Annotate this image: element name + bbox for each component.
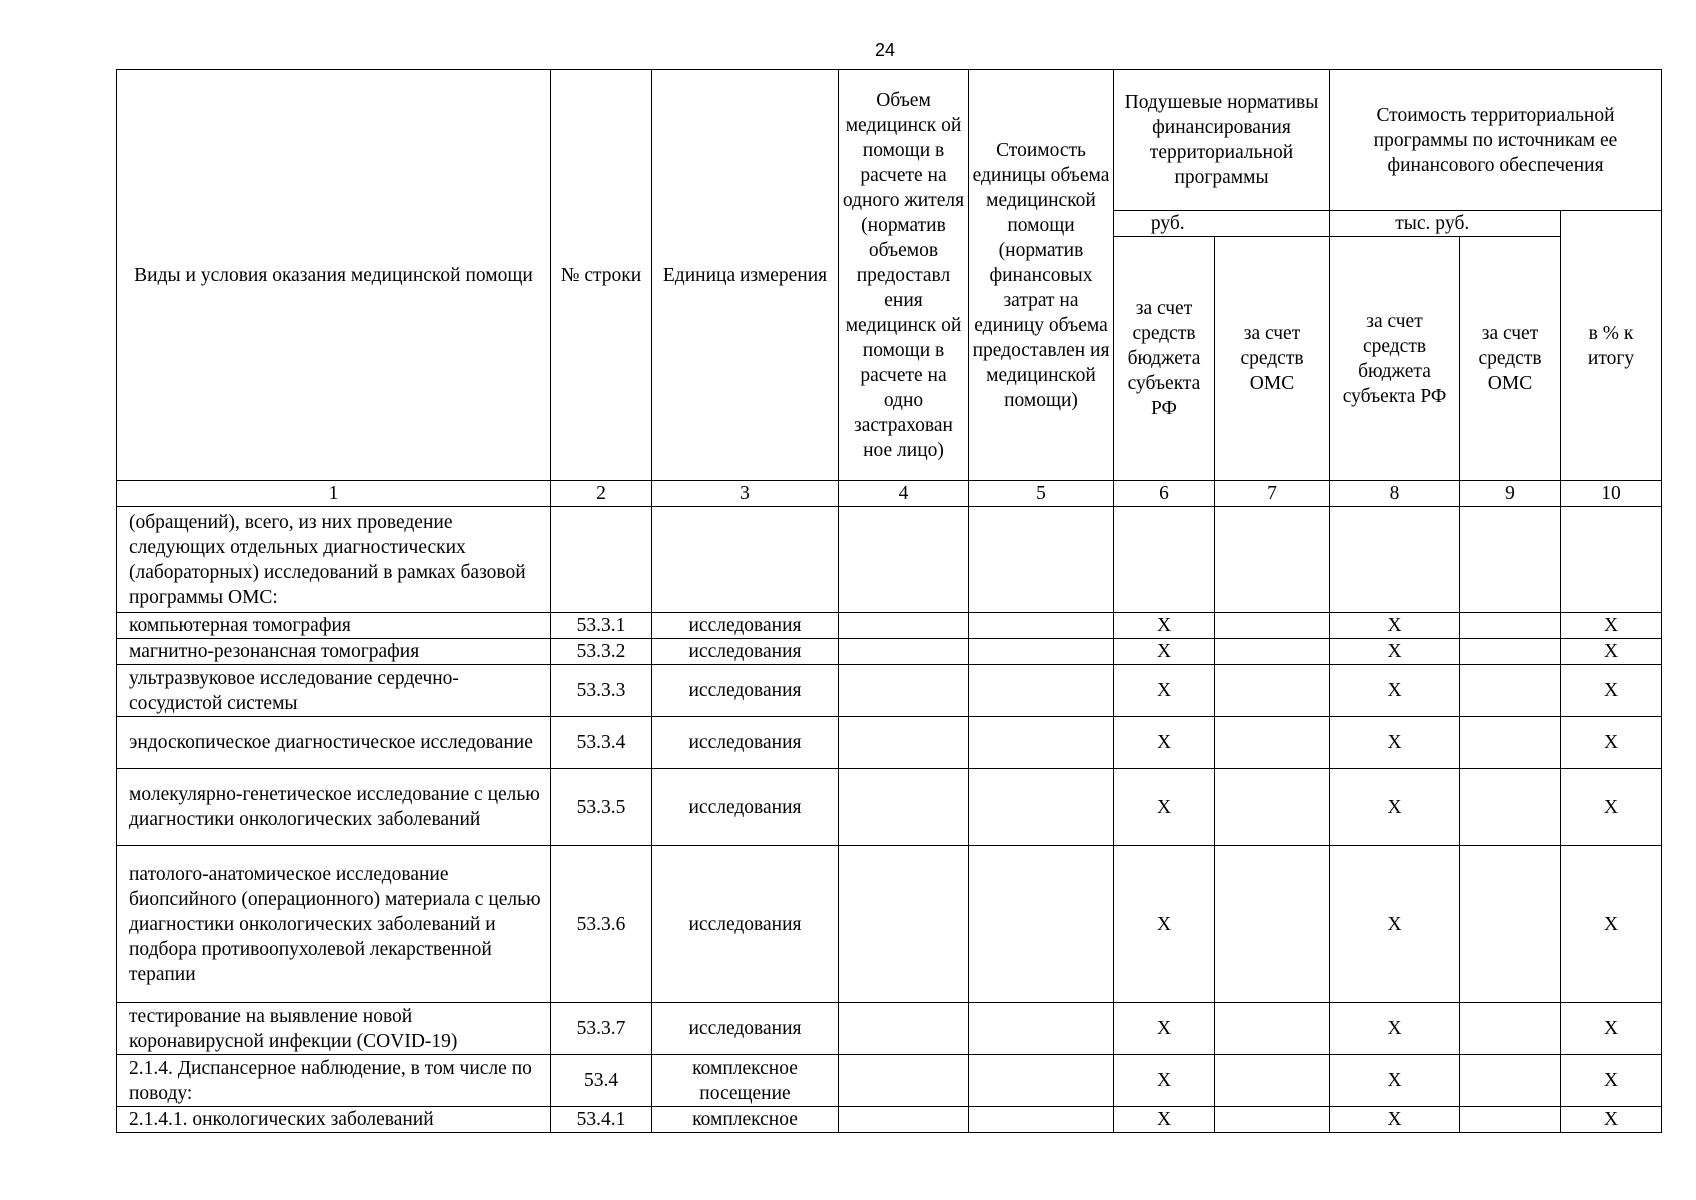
row-unit: комплексное посещение: [652, 1055, 839, 1107]
header-unit-cost: Стоимость единицы объема медицинской помощи (норматив финансовых затрат на единицу объема предоставлен ия медицинской помощи): [969, 70, 1114, 481]
row-percent: Х: [1561, 639, 1662, 665]
row-unit-cost: [969, 507, 1114, 613]
row-per-capita-budget: Х: [1114, 665, 1215, 717]
header-percent-of-total: в % к итогу: [1561, 211, 1662, 481]
row-unit-cost: [969, 1055, 1114, 1107]
row-unit-cost: [969, 613, 1114, 639]
row-name: ультразвуковое исследование сердечно-сосудистой системы: [117, 665, 551, 717]
column-number-row: [117, 481, 1662, 507]
header-type-and-conditions: Виды и условия оказания медицинской помощи: [117, 70, 551, 481]
row-name: молекулярно-генетическое исследование с целью диагностики онкологических заболеваний: [117, 769, 551, 846]
row-per-capita-oms: [1215, 613, 1330, 639]
row-number: 53.3.4: [551, 717, 652, 769]
row-number: 53.3.6: [551, 846, 652, 1003]
row-unit-cost: [969, 1107, 1114, 1133]
unit-rub-label-a: руб.: [1150, 213, 1185, 234]
row-number: [551, 507, 652, 613]
row-cost-oms: [1460, 613, 1561, 639]
row-per-capita-budget: Х: [1114, 1055, 1215, 1107]
table-row: [117, 507, 1662, 613]
header-per-capita-oms: за счет средств ОМС: [1215, 237, 1330, 481]
column-number: 8: [1330, 481, 1460, 507]
row-number: 53.3.7: [551, 1003, 652, 1055]
header-unit: Единица измерения: [652, 70, 839, 481]
row-cost-budget: [1330, 507, 1460, 613]
row-volume: [839, 1107, 969, 1133]
row-cost-oms: [1460, 507, 1561, 613]
row-unit: исследования: [652, 1003, 839, 1055]
row-volume: [839, 1055, 969, 1107]
row-name: компьютерная томография: [117, 613, 551, 639]
column-number: 9: [1460, 481, 1561, 507]
row-name: магнитно-резонансная томография: [117, 639, 551, 665]
table-row: [117, 613, 1662, 639]
row-volume: [839, 717, 969, 769]
header-volume: Объем медицинск ой помощи в расчете на одного жителя (норматив объемов предоставл ения медицинск ой помощи в расчете на одно застрахован ное лицо): [839, 70, 969, 481]
row-unit: исследования: [652, 769, 839, 846]
row-per-capita-oms: [1215, 507, 1330, 613]
row-number: 53.4: [551, 1055, 652, 1107]
row-cost-budget: Х: [1330, 1003, 1460, 1055]
row-cost-budget: Х: [1330, 846, 1460, 1003]
row-per-capita-budget: Х: [1114, 613, 1215, 639]
row-cost-budget: Х: [1330, 769, 1460, 846]
row-name: тестирование на выявление новой коронавирусной инфекции (COVID-19): [117, 1003, 551, 1055]
financing-table: [116, 69, 1662, 1133]
row-number: 53.3.5: [551, 769, 652, 846]
table-row: [117, 717, 1662, 769]
row-volume: [839, 769, 969, 846]
header-unit-rub: [1114, 211, 1330, 237]
header-per-capita-group: Подушевые нормативы финансирования территориальной программы: [1114, 70, 1330, 211]
row-percent: [1561, 507, 1662, 613]
row-per-capita-budget: Х: [1114, 717, 1215, 769]
row-per-capita-oms: [1215, 846, 1330, 1003]
row-percent: Х: [1561, 1055, 1662, 1107]
table-body: [117, 507, 1662, 1133]
table-row: [117, 639, 1662, 665]
table-row: [117, 1107, 1662, 1133]
row-cost-oms: [1460, 1003, 1561, 1055]
row-percent: Х: [1561, 717, 1662, 769]
table-row: [117, 769, 1662, 846]
row-name: 2.1.4.1. онкологических заболеваний: [117, 1107, 551, 1133]
row-percent: Х: [1561, 1107, 1662, 1133]
row-per-capita-oms: [1215, 769, 1330, 846]
header-cost-oms: за счет средств ОМС: [1460, 237, 1561, 481]
row-per-capita-oms: [1215, 1107, 1330, 1133]
row-unit: исследования: [652, 639, 839, 665]
header-row-number: № строки: [551, 70, 652, 481]
row-unit: исследования: [652, 613, 839, 639]
row-unit-cost: [969, 717, 1114, 769]
row-percent: Х: [1561, 769, 1662, 846]
row-per-capita-oms: [1215, 639, 1330, 665]
row-percent: Х: [1561, 613, 1662, 639]
table-row: [117, 1055, 1662, 1107]
row-unit: комплексное: [652, 1107, 839, 1133]
row-per-capita-budget: Х: [1114, 846, 1215, 1003]
row-number: 53.4.1: [551, 1107, 652, 1133]
row-per-capita-oms: [1215, 665, 1330, 717]
row-per-capita-budget: Х: [1114, 1003, 1215, 1055]
row-cost-oms: [1460, 1055, 1561, 1107]
row-cost-budget: Х: [1330, 717, 1460, 769]
row-percent: Х: [1561, 846, 1662, 1003]
unit-thousand-label-a: тыс. р: [1395, 213, 1445, 234]
column-number: 3: [652, 481, 839, 507]
header-cost-budget: за счет средств бюджета субъекта РФ: [1330, 237, 1460, 481]
row-unit: исследования: [652, 717, 839, 769]
row-cost-oms: [1460, 1107, 1561, 1133]
row-per-capita-budget: Х: [1114, 639, 1215, 665]
row-per-capita-budget: Х: [1114, 769, 1215, 846]
row-volume: [839, 639, 969, 665]
column-number: 2: [551, 481, 652, 507]
row-per-capita-oms: [1215, 717, 1330, 769]
header-unit-thousand-rub: [1330, 211, 1561, 237]
row-name: патолого-анатомическое исследование биопсийного (операционного) материала с целью диагностики онкологических заболеваний и подбора противоопухолевой лекарственной терапии: [117, 846, 551, 1003]
page-number: 24: [874, 40, 896, 60]
table-row: [117, 846, 1662, 1003]
row-per-capita-budget: Х: [1114, 1107, 1215, 1133]
unit-rub-label-b: [1222, 211, 1330, 236]
row-number: 53.3.3: [551, 665, 652, 717]
column-number: 6: [1114, 481, 1215, 507]
row-unit: [652, 507, 839, 613]
row-unit-cost: [969, 665, 1114, 717]
column-number: 1: [117, 481, 551, 507]
row-name: (обращений), всего, из них проведение следующих отдельных диагностических (лабораторных) исследований в рамках базовой программы ОМС:: [117, 507, 551, 613]
header-program-cost-group: Стоимость территориальной программы по источникам ее финансового обеспечения: [1330, 70, 1662, 211]
row-unit: исследования: [652, 846, 839, 1003]
column-number: 10: [1561, 481, 1662, 507]
row-unit-cost: [969, 639, 1114, 665]
row-number: 53.3.1: [551, 613, 652, 639]
row-unit-cost: [969, 846, 1114, 1003]
row-unit-cost: [969, 1003, 1114, 1055]
row-cost-oms: [1460, 846, 1561, 1003]
column-number: 4: [839, 481, 969, 507]
row-percent: Х: [1561, 665, 1662, 717]
row-volume: [839, 1003, 969, 1055]
row-per-capita-oms: [1215, 1055, 1330, 1107]
row-cost-oms: [1460, 717, 1561, 769]
table-row: [117, 665, 1662, 717]
header-per-capita-budget: за счет средств бюджета субъекта РФ: [1114, 237, 1215, 481]
table-row: [117, 1003, 1662, 1055]
row-cost-budget: Х: [1330, 613, 1460, 639]
row-cost-budget: Х: [1330, 1107, 1460, 1133]
row-cost-budget: Х: [1330, 665, 1460, 717]
row-cost-oms: [1460, 665, 1561, 717]
row-cost-oms: [1460, 769, 1561, 846]
column-number: 7: [1215, 481, 1330, 507]
row-cost-budget: Х: [1330, 639, 1460, 665]
row-unit: исследования: [652, 665, 839, 717]
row-number: 53.3.2: [551, 639, 652, 665]
unit-thousand-label-b: уб.: [1445, 213, 1470, 234]
row-percent: Х: [1561, 1003, 1662, 1055]
row-cost-oms: [1460, 639, 1561, 665]
row-name: эндоскопическое диагностическое исследование: [117, 717, 551, 769]
row-volume: [839, 507, 969, 613]
row-volume: [839, 846, 969, 1003]
row-unit-cost: [969, 769, 1114, 846]
row-volume: [839, 665, 969, 717]
column-number: 5: [969, 481, 1114, 507]
row-name: 2.1.4. Диспансерное наблюдение, в том числе по поводу:: [117, 1055, 551, 1107]
row-cost-budget: Х: [1330, 1055, 1460, 1107]
row-per-capita-oms: [1215, 1003, 1330, 1055]
row-volume: [839, 613, 969, 639]
row-per-capita-budget: [1114, 507, 1215, 613]
